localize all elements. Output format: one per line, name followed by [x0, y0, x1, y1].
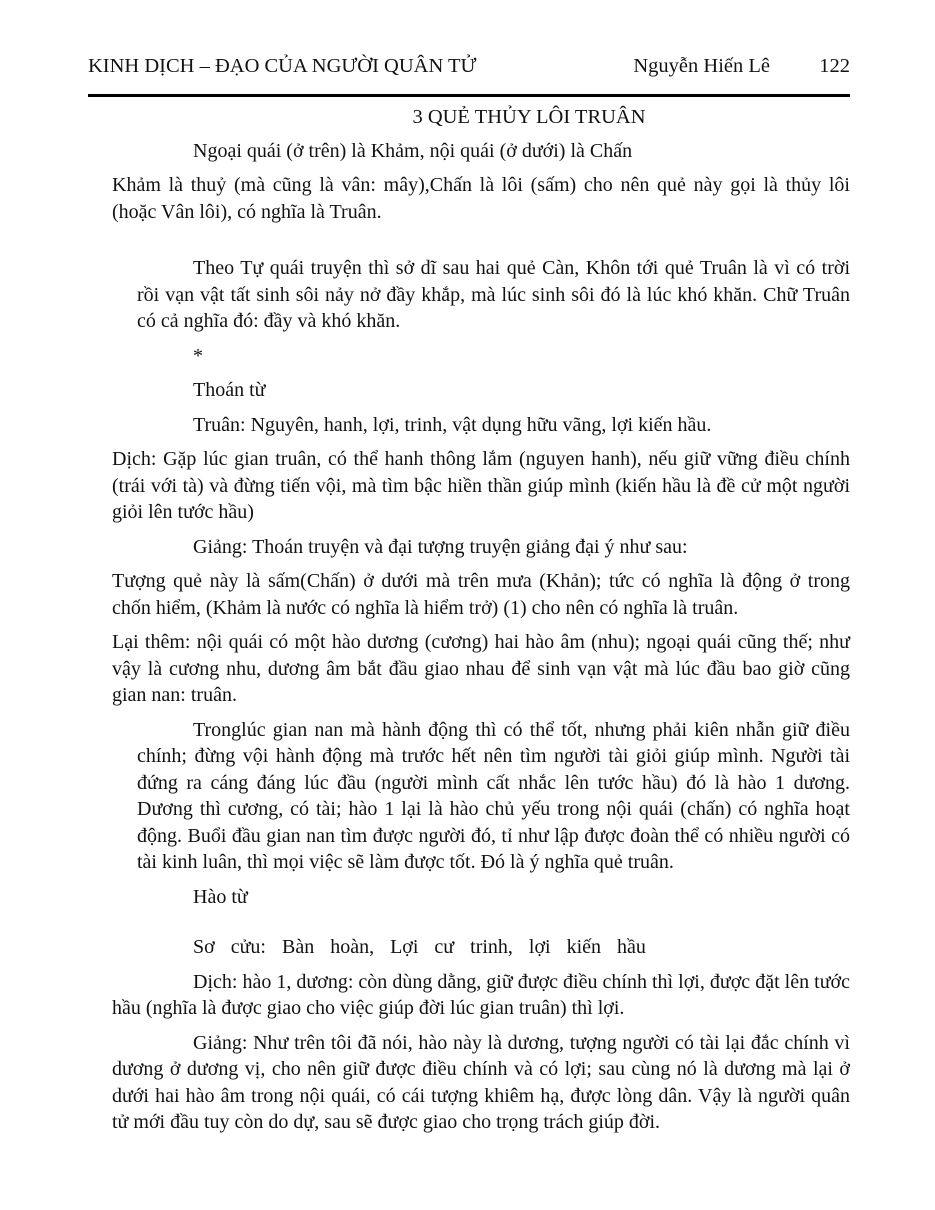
paragraph-kham-chan: Khảm là thuỷ (mà cũng là vân: mây),Chấn là lôi (sấm) cho nên quẻ này gọi là thủy lôi (hoặc Vân lôi), có nghĩa là Truân.: [112, 174, 850, 223]
heading-thoan-tu: Thoán từ: [193, 379, 266, 401]
paragraph-dich-thoan-tu: Dịch: Gặp lúc gian truân, có thể hanh thông lắm (nguyen hanh), nếu giữ vững điều chính (trái với tà) và đừng tiến vội, mà tìm bậc hiền thần giúp mình (kiến hầu là đề cử một người giỏi lên tước hầu): [112, 448, 850, 523]
so-cuu-quote: Sơ cửu: Bàn hoàn, Lợi cư trinh, lợi kiến hầu: [193, 936, 646, 958]
section-title: 3 QUẺ THỦY LÔI TRUÂN: [412, 106, 646, 128]
header-divider-rule: [88, 94, 850, 97]
page-body: [112, 104, 850, 1136]
paragraph-lai-them: Lại thêm: nội quái có một hào dương (cương) hai hào âm (nhu); ngoại quái cũng thế; như vậy là cương nhu, dương âm bắt đầu giao nhau để sinh vạn vật mà lúc đầu bao giờ cũng gian nan: truân.: [112, 631, 850, 706]
thoan-tu-quote: Truân: Nguyên, hanh, lợi, trinh, vật dụng hữu vãng, lợi kiến hầu.: [193, 413, 712, 436]
paragraph-trong-luc-gian-nan: Tronglúc gian nan mà hành động thì có thể tốt, nhưng phải kiên nhẫn giữ điều chính; đừng vội hành động mà trước hết nên tìm người tài giỏi giúp mình. Người tài đứng ra cáng đáng lúc đầu (người mình cất nhắc lên tước hầu) đó là hào 1 dương. Dương thì cương, có tài; hào 1 lại là hào chủ yếu trong nội quái (chấn) có nghĩa hoạt động. Buổi đầu gian nan tìm được người đó, tỉ như lập được đoàn thể có nhiều người có tài kinh luân, thì mọi việc sẽ làm được tốt. Đó là ý nghĩa quẻ truân.: [137, 718, 850, 873]
paragraph-tu-quai-truyen: Theo Tự quái truyện thì sở dĩ sau hai quẻ Càn, Khôn tới quẻ Truân là vì có trời rồi vạn vật tất sinh sôi nảy nở đầy khắp, mà lúc sinh sôi đó là lúc khó khăn. Chữ Truân có cả nghĩa đó: đầy và khó khăn.: [137, 257, 850, 332]
page-number: 122: [819, 55, 850, 77]
paragraph-dich-hao-1: Dịch: hào 1, dương: còn dùng dằng, giữ được điều chính thì lợi, được đặt lên tước hầu (nghĩa là được giao cho việc giúp đời lúc gian truân) thì lợi.: [112, 970, 850, 1019]
book-title: KINH DỊCH – ĐẠO CỦA NGƯỜI QUÂN TỬ: [88, 55, 477, 77]
hexagram-structure-line: Ngoại quái (ở trên) là Khảm, nội quái (ở dưới) là Chấn: [193, 139, 633, 162]
author-name: Nguyễn Hiến Lê: [633, 55, 770, 77]
paragraph-giang-intro: Giảng: Thoán truyện và đại tượng truyện giảng đại ý như sau:: [193, 535, 688, 558]
paragraph-giang-hao-1: Giảng: Như trên tôi đã nói, hào này là dương, tượng người có tài lại đắc chính vì dương ở dương vị, cho nên giữ được điều chính và có lợi; sau cùng nó là dương mà lại ở dưới hai hào âm trong nội quái, có cái tượng khiêm hạ, được lòng dân. Vậy là người quân tử mới đầu tuy còn do dự, sau sẽ được giao cho trọng trách giúp đời.: [112, 1031, 850, 1133]
running-header: [88, 54, 850, 78]
heading-hao-tu: Hào từ: [193, 885, 248, 908]
paragraph-tuong-que: Tượng quẻ này là sấm(Chấn) ở dưới mà trên mưa (Khản); tức có nghĩa là động ở trong chốn hiểm, (Khảm là nước có nghĩa là hiểm trở) (1) cho nên có nghĩa là truân.: [112, 570, 850, 619]
section-separator-asterisk: *: [193, 344, 203, 367]
